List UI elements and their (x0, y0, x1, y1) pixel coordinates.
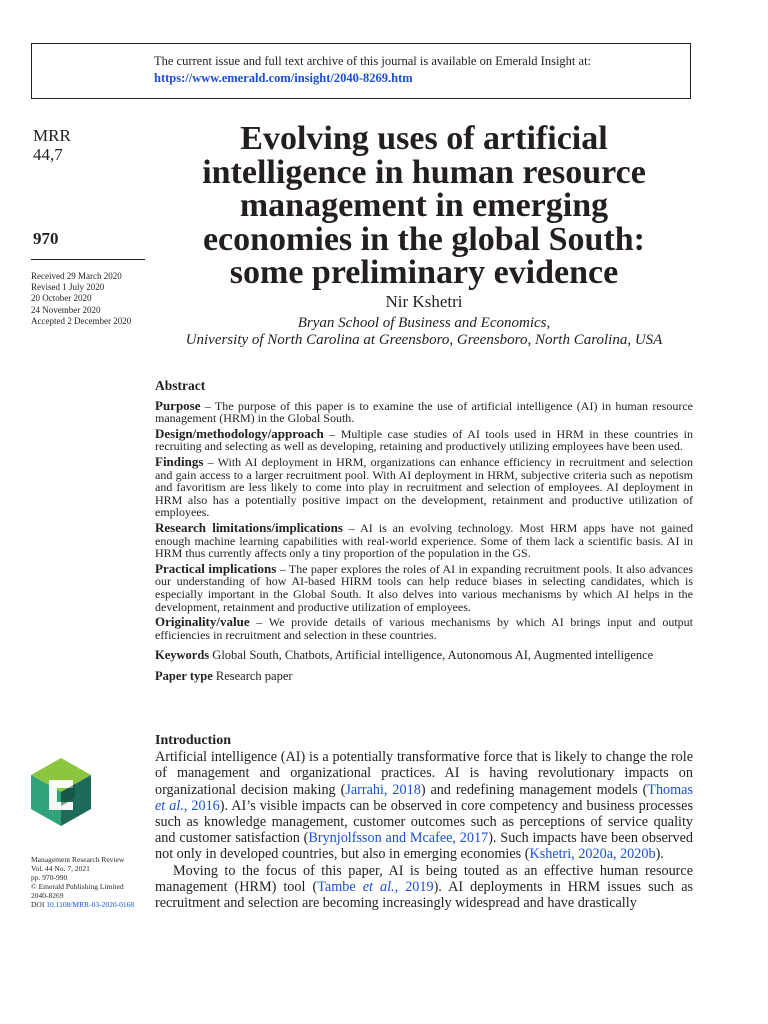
article-title (150, 122, 698, 290)
body-text: ). AI deployments in HRM issues such as recruitment and selection are becoming increasingly widespread and have drastically (155, 878, 694, 912)
abstract-text: – Multiple case studies of AI tools used in HRM in these countries in recruiting and selecting as well as developing, retaining and productively utilizing employees have been used. (155, 426, 694, 454)
page-range: pp. 970-990 (31, 873, 68, 882)
body-text: ). Such impacts have been observed not only in developed countries, but also in emerging economies ( (155, 830, 693, 863)
body-text: ) and redefining management models ( (420, 781, 648, 798)
body-text: Artificial intelligence (AI) is a potentially transformative force that is likely to change the role of management and organizational practices. AI is having revolutionary impacts on organizational decision making ( (155, 749, 693, 798)
citation-link[interactable]: Thomas et al., 2016 (155, 781, 694, 814)
date-revised-3: 24 November 2020 (31, 304, 101, 315)
issn: 2040-8269 (31, 891, 64, 900)
title-line: Evolving uses of artificial (240, 120, 608, 157)
emerald-logo-icon (31, 758, 91, 826)
abstract-practical (155, 560, 693, 614)
title-line: intelligence in human resource (202, 153, 646, 191)
citation-link[interactable]: Jarrahi, 2018 (345, 781, 421, 798)
title-line: some preliminary evidence (229, 254, 619, 291)
doi-prefix: DOI (31, 900, 45, 909)
citation-link[interactable]: Tambe et al., 2019 (317, 878, 434, 895)
doi-line (31, 900, 134, 909)
title-line: economies in the global South: (202, 220, 646, 258)
author-name: Nir Kshetri (385, 292, 463, 311)
body-text: Moving to the focus of this paper, AI is being touted as an effective human resource management (HRM) tool ( (155, 862, 693, 895)
date-revised-2: 20 October 2020 (31, 293, 92, 304)
date-received: Received 29 March 2020 (31, 271, 122, 281)
abstract-text: – The purpose of this paper is to examine the use of artificial intelligence (AI) in human resource management (HRM) in the Global South. (155, 398, 693, 426)
volume-info: Vol. 44 No. 7, 2021 (31, 864, 90, 873)
citation-link[interactable]: Kshetri, 2020a, 2020b (529, 846, 656, 863)
copyright: © Emerald Publishing Limited (31, 882, 124, 891)
page-number: 970 (33, 229, 59, 248)
abstract-originality (155, 616, 693, 641)
intro-paragraph-2 (155, 863, 693, 912)
abstract-purpose (155, 397, 693, 426)
journal-abbr: MRR (33, 126, 71, 145)
abstract-heading: Abstract (155, 378, 206, 393)
journal-name: Management Research Review (31, 855, 125, 864)
keywords (155, 649, 693, 662)
article-history (31, 271, 131, 327)
intro-paragraph-1 (155, 749, 693, 862)
paper-type-label: Paper type (155, 668, 213, 683)
author-affiliation (150, 315, 698, 349)
abstract-label: Design/methodology/approach (155, 425, 324, 441)
sidebar-divider (31, 259, 145, 260)
abstract-text: – We provide details of various mechanisms by which AI brings input and output efficiencies in recruitment and selection in these countries. (155, 615, 694, 642)
citation-link[interactable]: Brynjolfsson and Mcafee, 2017 (308, 830, 489, 847)
introduction-section (155, 733, 693, 911)
abstract-text: – The paper explores the roles of AI in expanding recruitment pools. It also advances our understanding of how AI-based HIRM tools can help reduce biases in selecting candidates, which is especially important in the Global South. It also delves into various mechanisms by which AI helps in the development, retainment and productive utilization of employees. (155, 561, 693, 614)
volume-issue: 44,7 (33, 145, 63, 164)
abstract-label: Purpose (155, 397, 201, 413)
affiliation-line: University of North Carolina at Greensboro, Greensboro, North Carolina, USA (185, 332, 663, 348)
body-text: ). (655, 846, 664, 863)
date-accepted: Accepted 2 December 2020 (31, 315, 132, 326)
journal-citation (33, 126, 71, 164)
title-line: management in emerging (239, 187, 609, 224)
abstract-label: Practical implications (155, 560, 277, 576)
paper-type-text: Research paper (215, 668, 293, 683)
journal-url-link[interactable]: https://www.emerald.com/insight/2040-8269.htm (154, 71, 413, 85)
abstract-label: Research limitations/implications (155, 519, 343, 535)
banner-text: The current issue and full text archive of this journal is available on Emerald Insight at: (154, 54, 592, 68)
abstract-text: – With AI deployment in HRM, organizations can enhance efficiency in recruitment and selection and gain access to a larger recruitment pool. With AI deployment in HRM, subjective criteria such as nepotism and favoritism are less likely to come into play in recruitment and selection of employees. AI deployment in HRM also has a potentially positive impact on the development, retainment and productive utilization of employees. (155, 454, 693, 520)
keywords-label: Keywords (155, 648, 210, 663)
abstract-label: Findings (155, 453, 204, 469)
introduction-heading: Introduction (155, 733, 231, 748)
abstract-text: – AI is an evolving technology. Most HRM apps have not gained enough machine learning capabilities with real-world experience. Some of them lack a scientific basis. AI in HRM thus currently affects only a tiny proportion of the population in the GS. (155, 520, 693, 561)
abstract-findings (155, 453, 693, 520)
paper-type (155, 670, 693, 683)
abstract-section (155, 380, 693, 682)
publication-info (31, 855, 134, 909)
abstract-design (155, 425, 694, 454)
affiliation-line: Bryan School of Business and Economics, (297, 315, 551, 331)
date-revised: Revised 1 July 2020 (31, 282, 105, 293)
body-text: ). AI’s visible impacts can be observed in core competency and business processes such as knowledge management, customer outcomes such as perceptions of service quality and customer satisfaction ( (155, 797, 693, 847)
abstract-limitations (155, 519, 693, 561)
abstract-label: Originality/value (155, 614, 250, 630)
doi-link[interactable]: 10.1108/MRR-03-2020-0168 (46, 900, 135, 909)
keywords-text: Global South, Chatbots, Artificial intelligence, Autonomous AI, Augmented intelligence (212, 648, 654, 663)
